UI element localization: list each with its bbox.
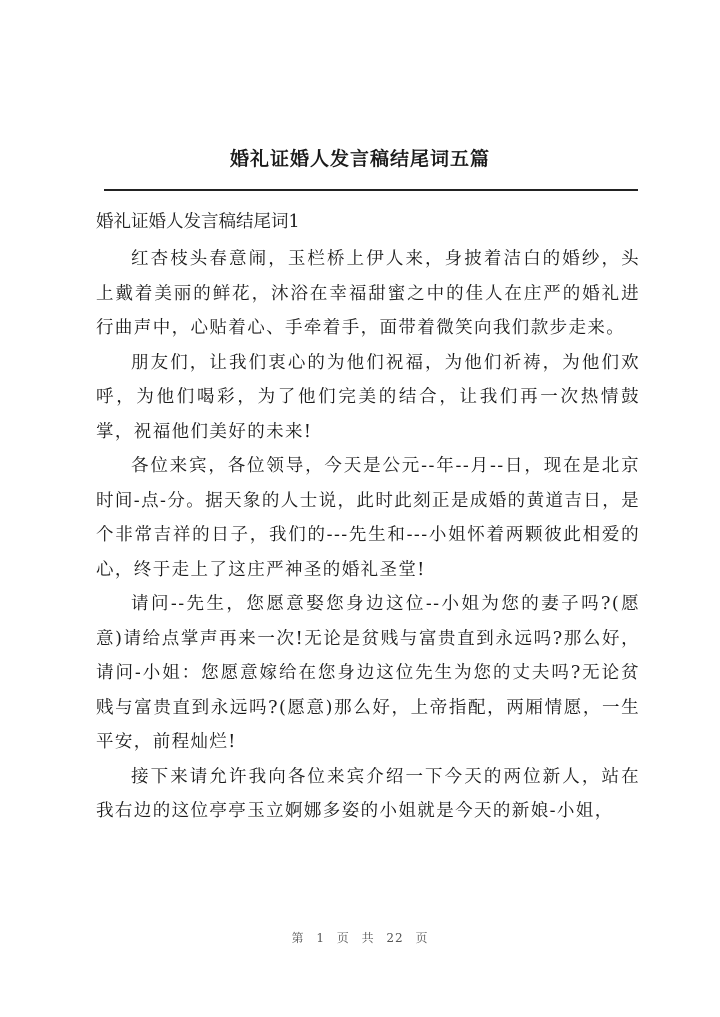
page-number: 第 1 页 共 22 页 bbox=[291, 931, 429, 945]
document-title: 婚礼证婚人发言稿结尾词五篇 bbox=[229, 148, 490, 170]
paragraph-1: 红杏枝头春意闹，玉栏桥上伊人来，身披着洁白的婚纱，头上戴着美丽的鲜花，沐浴在幸福甜蜜之中的佳人在庄严的婚礼进行曲声中，心贴着心、手牵着手，面带着微笑向我们款步走来。 bbox=[96, 249, 640, 338]
paragraph-2: 朋友们，让我们衷心的为他们祝福，为他们祈祷，为他们欢呼，为他们喝彩，为了他们完美的结合，让我们再一次热情鼓掌，祝福他们美好的未来! bbox=[96, 352, 640, 442]
title-divider bbox=[104, 189, 638, 191]
paragraph-4: 请问--先生，您愿意娶您身边这位--小姐为您的妻子吗?(愿意)请给点掌声再来一次!无论是贫贱与富贵直到永远吗?那么好，请问-小姐：您愿意嫁给在您身边这位先生为您的丈夫吗?无论贫贱与富贵直到永远吗?(愿意)那么好，上帝指配，两厢情愿，一生平安，前程灿烂! bbox=[96, 594, 640, 752]
paragraph-5: 接下来请允许我向各位来宾介绍一下今天的两位新人，站在我右边的这位亭亭玉立婀娜多姿的小姐就是今天的新娘-小姐， bbox=[96, 766, 640, 821]
paragraph-3: 各位来宾，各位领导，今天是公元--年--月--日，现在是北京时间-点-分。据天象的人士说，此时此刻正是成婚的黄道吉日，是个非常吉祥的日子，我们的---先生和---小姐怀着两颗彼此相爱的心，终于走上了这庄严神圣的婚礼圣堂! bbox=[96, 456, 640, 580]
section-heading: 婚礼证婚人发言稿结尾词1 bbox=[96, 212, 300, 232]
document-body bbox=[96, 242, 640, 829]
